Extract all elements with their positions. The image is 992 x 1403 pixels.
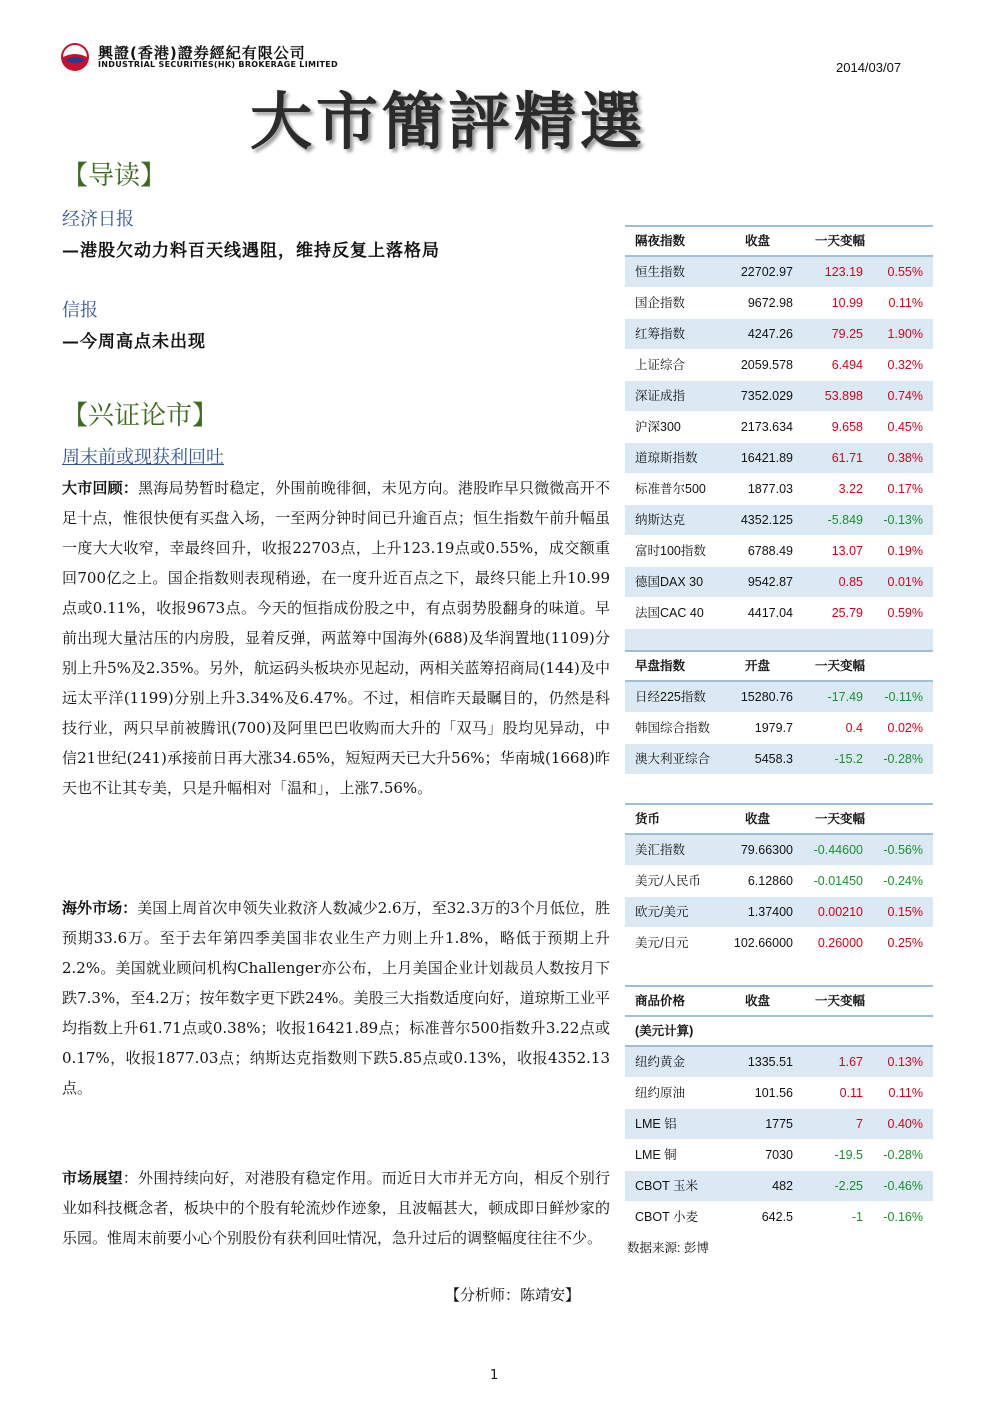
instrument-value: 4352.125 [740,513,793,527]
page-number: 1 [490,1368,499,1383]
column-header-value: 收盘 [745,812,771,826]
instrument-name: 国企指数 [635,296,686,310]
instrument-change-pct: 0.55% [887,265,923,279]
instrument-change-pct: 0.13% [887,1055,923,1069]
instrument-name: LME 铝 [635,1117,677,1131]
table-row [625,443,933,474]
instrument-change-pct: -0.16% [883,1210,923,1224]
table-row [625,1109,933,1140]
article-title: 周末前或现获利回吐 [62,447,224,468]
table-row [625,474,933,505]
instrument-value: 5458.3 [754,752,793,766]
instrument-change-pct: 0.11% [888,296,923,310]
instrument-name: 沪深300 [635,420,681,434]
paragraph-market-review [62,473,610,803]
instrument-name: 澳大利亚综合 [635,752,711,766]
morning-index-table [625,650,933,775]
guide-headline-2: —今周高点未出现 [62,332,206,352]
instrument-change-pct: -0.46% [883,1179,923,1193]
report-date: 2014/03/07 [836,60,902,75]
instrument-change: 7 [856,1117,863,1131]
instrument-value: 4247.26 [747,327,793,341]
instrument-change-pct: 0.59% [887,606,923,620]
instrument-change-pct: -0.13% [883,513,923,527]
instrument-value: 1979.7 [754,721,793,735]
instrument-change: 9.658 [831,420,863,434]
instrument-change-pct: -0.28% [883,752,923,766]
instrument-name: LME 铜 [635,1148,677,1162]
table-row [625,1047,933,1078]
guide-heading: 【导读】 [62,161,167,191]
column-header-change: 一天变幅 [815,994,866,1008]
column-header-name: 商品价格 [635,994,686,1008]
column-header-value: 开盘 [745,659,771,673]
instrument-value: 1.37400 [747,905,793,919]
instrument-name: 纳斯达克 [635,513,686,527]
instrument-value: 6.12860 [747,874,793,888]
column-header-value: 收盘 [745,994,771,1008]
table-row [625,319,933,350]
column-header-change: 一天变幅 [815,812,866,826]
instrument-change: 0.11 [839,1086,863,1100]
table-row [625,835,933,866]
instrument-value: 22702.97 [740,265,793,279]
instrument-change-pct: 0.01% [887,575,923,589]
column-header-name: 隔夜指数 [635,234,686,248]
instrument-change: 0.85 [838,575,863,589]
table-row [625,866,933,897]
instrument-value: 1335.51 [747,1055,793,1069]
guide-source-2: 信报 [62,300,98,321]
instrument-value: 7030 [765,1148,793,1162]
instrument-value: 1877.03 [747,482,793,496]
company-name-cn: 興證(香港)證券經紀有限公司 [98,44,306,62]
instrument-change: 10.99 [831,296,863,310]
instrument-change: 79.25 [831,327,863,341]
instrument-change-pct: 0.45% [887,420,923,434]
instrument-value: 9672.98 [747,296,793,310]
outlook-label: 市场展望 [62,1169,123,1187]
instrument-name: 法国CAC 40 [635,606,704,620]
instrument-change-pct: -0.28% [883,1148,923,1162]
paragraph-overseas [62,893,610,1103]
instrument-change-pct: 0.40% [887,1117,923,1131]
currency-table [625,803,933,959]
instrument-change: 3.22 [838,482,863,496]
instrument-change-pct: 0.17% [887,482,923,496]
instrument-name: 上证综合 [635,358,686,372]
table-row [625,744,933,775]
table-row [625,928,933,959]
instrument-change: -19.5 [834,1148,863,1162]
table-row [625,257,933,288]
table-row [625,288,933,319]
instrument-value: 9542.87 [747,575,793,589]
table-row [625,412,933,443]
table-row [625,567,933,598]
table-row [625,1171,933,1202]
morning-header-row [625,650,933,682]
commodity-header-row [625,985,933,1017]
instrument-change-pct: -0.11% [884,690,923,704]
overnight-index-table [625,225,933,660]
table-row [625,505,933,536]
instrument-value: 15280.76 [740,690,793,704]
instrument-value: 642.5 [761,1210,793,1224]
column-header-name: 早盘指数 [635,659,686,673]
instrument-change: 53.898 [824,389,863,403]
instrument-value: 101.56 [754,1086,793,1100]
instrument-name: 美汇指数 [635,843,686,857]
instrument-change: 1.67 [838,1055,863,1069]
instrument-change-pct: 0.25% [887,936,923,950]
instrument-change: -0.44600 [813,843,863,857]
table-row [625,1078,933,1109]
instrument-name: CBOT 小麦 [635,1210,698,1224]
instrument-change: -1 [851,1210,863,1224]
instrument-name: 恒生指数 [635,265,686,279]
market-review-text: 黑海局势暂时稳定，外围前晚徘徊，未见方向。港股昨早只微微高开不足十点，惟很快便有买盘入场，一至两分钟时间已升逾百点；恒生指数午前升幅虽一度大大收窄，幸最终回升，收报22703点，上升123.19点或0.55%，成交额重回700亿之上。国企指数则表现稍逊，在一度升近百点之下，最终只能上升10.99点或0.11%，收报9673点。今天的恒指成份股之中，有点弱势股翻身的味道。早前出现大量沽压的内房股，显着反弹，两蓝筹中国海外(688)及华润置地(1109)分别上升5%及2.35%。另外，航运码头板块亦见起动，两相关蓝筹招商局(144)及中远太平洋(1199)分别上升3.34%及6.47%。不过，相信昨天最瞩目的，仍然是科技行业，两只早前被腾讯(700)及阿里巴巴收购而大升的「双马」股均见异动，中信21世纪(241)承接前日再大涨34.65%，短短两天已大升56%；华南城(1668)昨天也不让其专美，只是升幅相对「温和」，上涨7.56%。 [62,479,610,797]
instrument-change-pct: -0.24% [883,874,923,888]
instrument-name: 纽约原油 [635,1086,686,1100]
overnight-header-row [625,225,933,257]
instrument-change-pct: 0.38% [887,451,923,465]
table-row [625,536,933,567]
instrument-value: 4417.04 [747,606,793,620]
instrument-name: 欧元/美元 [635,905,689,919]
instrument-name: 美元/日元 [635,936,689,950]
column-header-value: 收盘 [745,234,771,248]
table-row [625,713,933,744]
instrument-change: 13.07 [831,544,863,558]
company-name-en: INDUSTRIAL SECURITIES(HK) BROKERAGE LIMITED [98,60,338,69]
instrument-change-pct: -0.56% [883,843,923,857]
instrument-change-pct: 0.74% [887,389,923,403]
instrument-change: 6.494 [831,358,863,372]
company-logo-icon [60,42,90,72]
instrument-value: 102.66000 [733,936,793,950]
table-row [625,897,933,928]
instrument-change: 0.4 [845,721,863,735]
instrument-name: 红筹指数 [635,327,686,341]
guide-source-1: 经济日报 [62,209,134,230]
table-row [625,1202,933,1233]
instrument-value: 2059.578 [740,358,793,372]
commodity-table [625,985,933,1233]
instrument-name: 美元/人民币 [635,874,701,888]
instrument-change: -2.25 [834,1179,863,1193]
column-header-name: 货币 [635,812,661,826]
report-title: 大市簡評精選 [250,85,647,158]
table-row [625,381,933,412]
instrument-name: 日经225指数 [635,690,706,704]
column-subheader: (美元计算) [635,1024,694,1038]
instrument-change-pct: 0.02% [887,721,923,735]
instrument-change: -0.01450 [813,874,863,888]
guide-headline-1: —港股欠动力料百天线遇阻，维持反复上落格局 [62,241,440,261]
company-logo [60,40,360,76]
instrument-change-pct: 0.15% [887,905,923,919]
instrument-value: 482 [772,1179,793,1193]
commodity-subheader-row [625,1017,933,1047]
analyst-name: 【分析师：陈靖安】 [445,1286,581,1304]
instrument-name: 纽约黄金 [635,1055,686,1069]
instrument-change: 0.26000 [817,936,863,950]
overseas-label: 海外市场： [62,899,138,917]
data-source: 数据来源: 彭博 [627,1241,709,1255]
table-row [625,350,933,381]
instrument-value: 6788.49 [747,544,793,558]
instrument-change: -15.2 [834,752,863,766]
outlook-text: ：外围持续向好，对港股有稳定作用。而近日大市并无方向，相反个别行业如科技概念者，板块中的个股有轮流炒作迹象，且波幅甚大，顿成即日鲜炒家的乐园。惟周末前要小心个别股份有获利回吐情况，急升过后的调整幅度往往不少。 [62,1169,610,1247]
paragraph-outlook [62,1163,610,1253]
instrument-value: 7352.029 [740,389,793,403]
instrument-change: 61.71 [831,451,863,465]
instrument-change-pct: 0.11% [888,1086,923,1100]
overseas-text: 美国上周首次申领失业救济人数减少2.6万，至32.3万的3个月低位，胜预期33.6万。至于去年第四季美国非农业生产力则上升1.8%，略低于预期上升2.2%。美国就业顾问机构Challenger亦公布，上月美国企业计划裁员人数按月下跌7.3%，至4.2万；按年数字更下跌24%。美股三大指数适度向好，道琼斯工业平均指数上升61.71点或0.38%；收报16421.89点；标准普尔500指数升3.22点或0.17%，收报1877.03点；纳斯达克指数则下跌5.85点或0.13%，收报4352.13点。 [62,899,610,1097]
instrument-value: 1775 [765,1117,793,1131]
instrument-value: 79.66300 [740,843,793,857]
instrument-name: 道琼斯指数 [635,451,698,465]
instrument-change: 0.00210 [817,905,863,919]
column-header-change: 一天变幅 [815,234,866,248]
instrument-change: -17.49 [827,690,863,704]
instrument-name: 富时100指数 [635,544,706,558]
commentary-heading: 【兴证论市】 [62,401,219,431]
instrument-change-pct: 0.19% [887,544,923,558]
market-review-label: 大市回顾： [62,479,139,497]
instrument-change-pct: 0.32% [887,358,923,372]
table-row [625,598,933,629]
instrument-value: 2173.634 [740,420,793,434]
currency-header-row [625,803,933,835]
instrument-change: 123.19 [824,265,863,279]
instrument-name: 深证成指 [635,389,686,403]
instrument-change-pct: 1.90% [887,327,923,341]
column-header-change: 一天变幅 [815,659,866,673]
instrument-name: 韩国综合指数 [635,721,711,735]
instrument-name: 标准普尔500 [635,482,706,496]
instrument-name: CBOT 玉米 [635,1179,698,1193]
table-row [625,1140,933,1171]
instrument-change: 25.79 [831,606,863,620]
table-row [625,682,933,713]
instrument-value: 16421.89 [740,451,793,465]
instrument-name: 德国DAX 30 [635,575,704,589]
instrument-change: -5.849 [827,513,863,527]
